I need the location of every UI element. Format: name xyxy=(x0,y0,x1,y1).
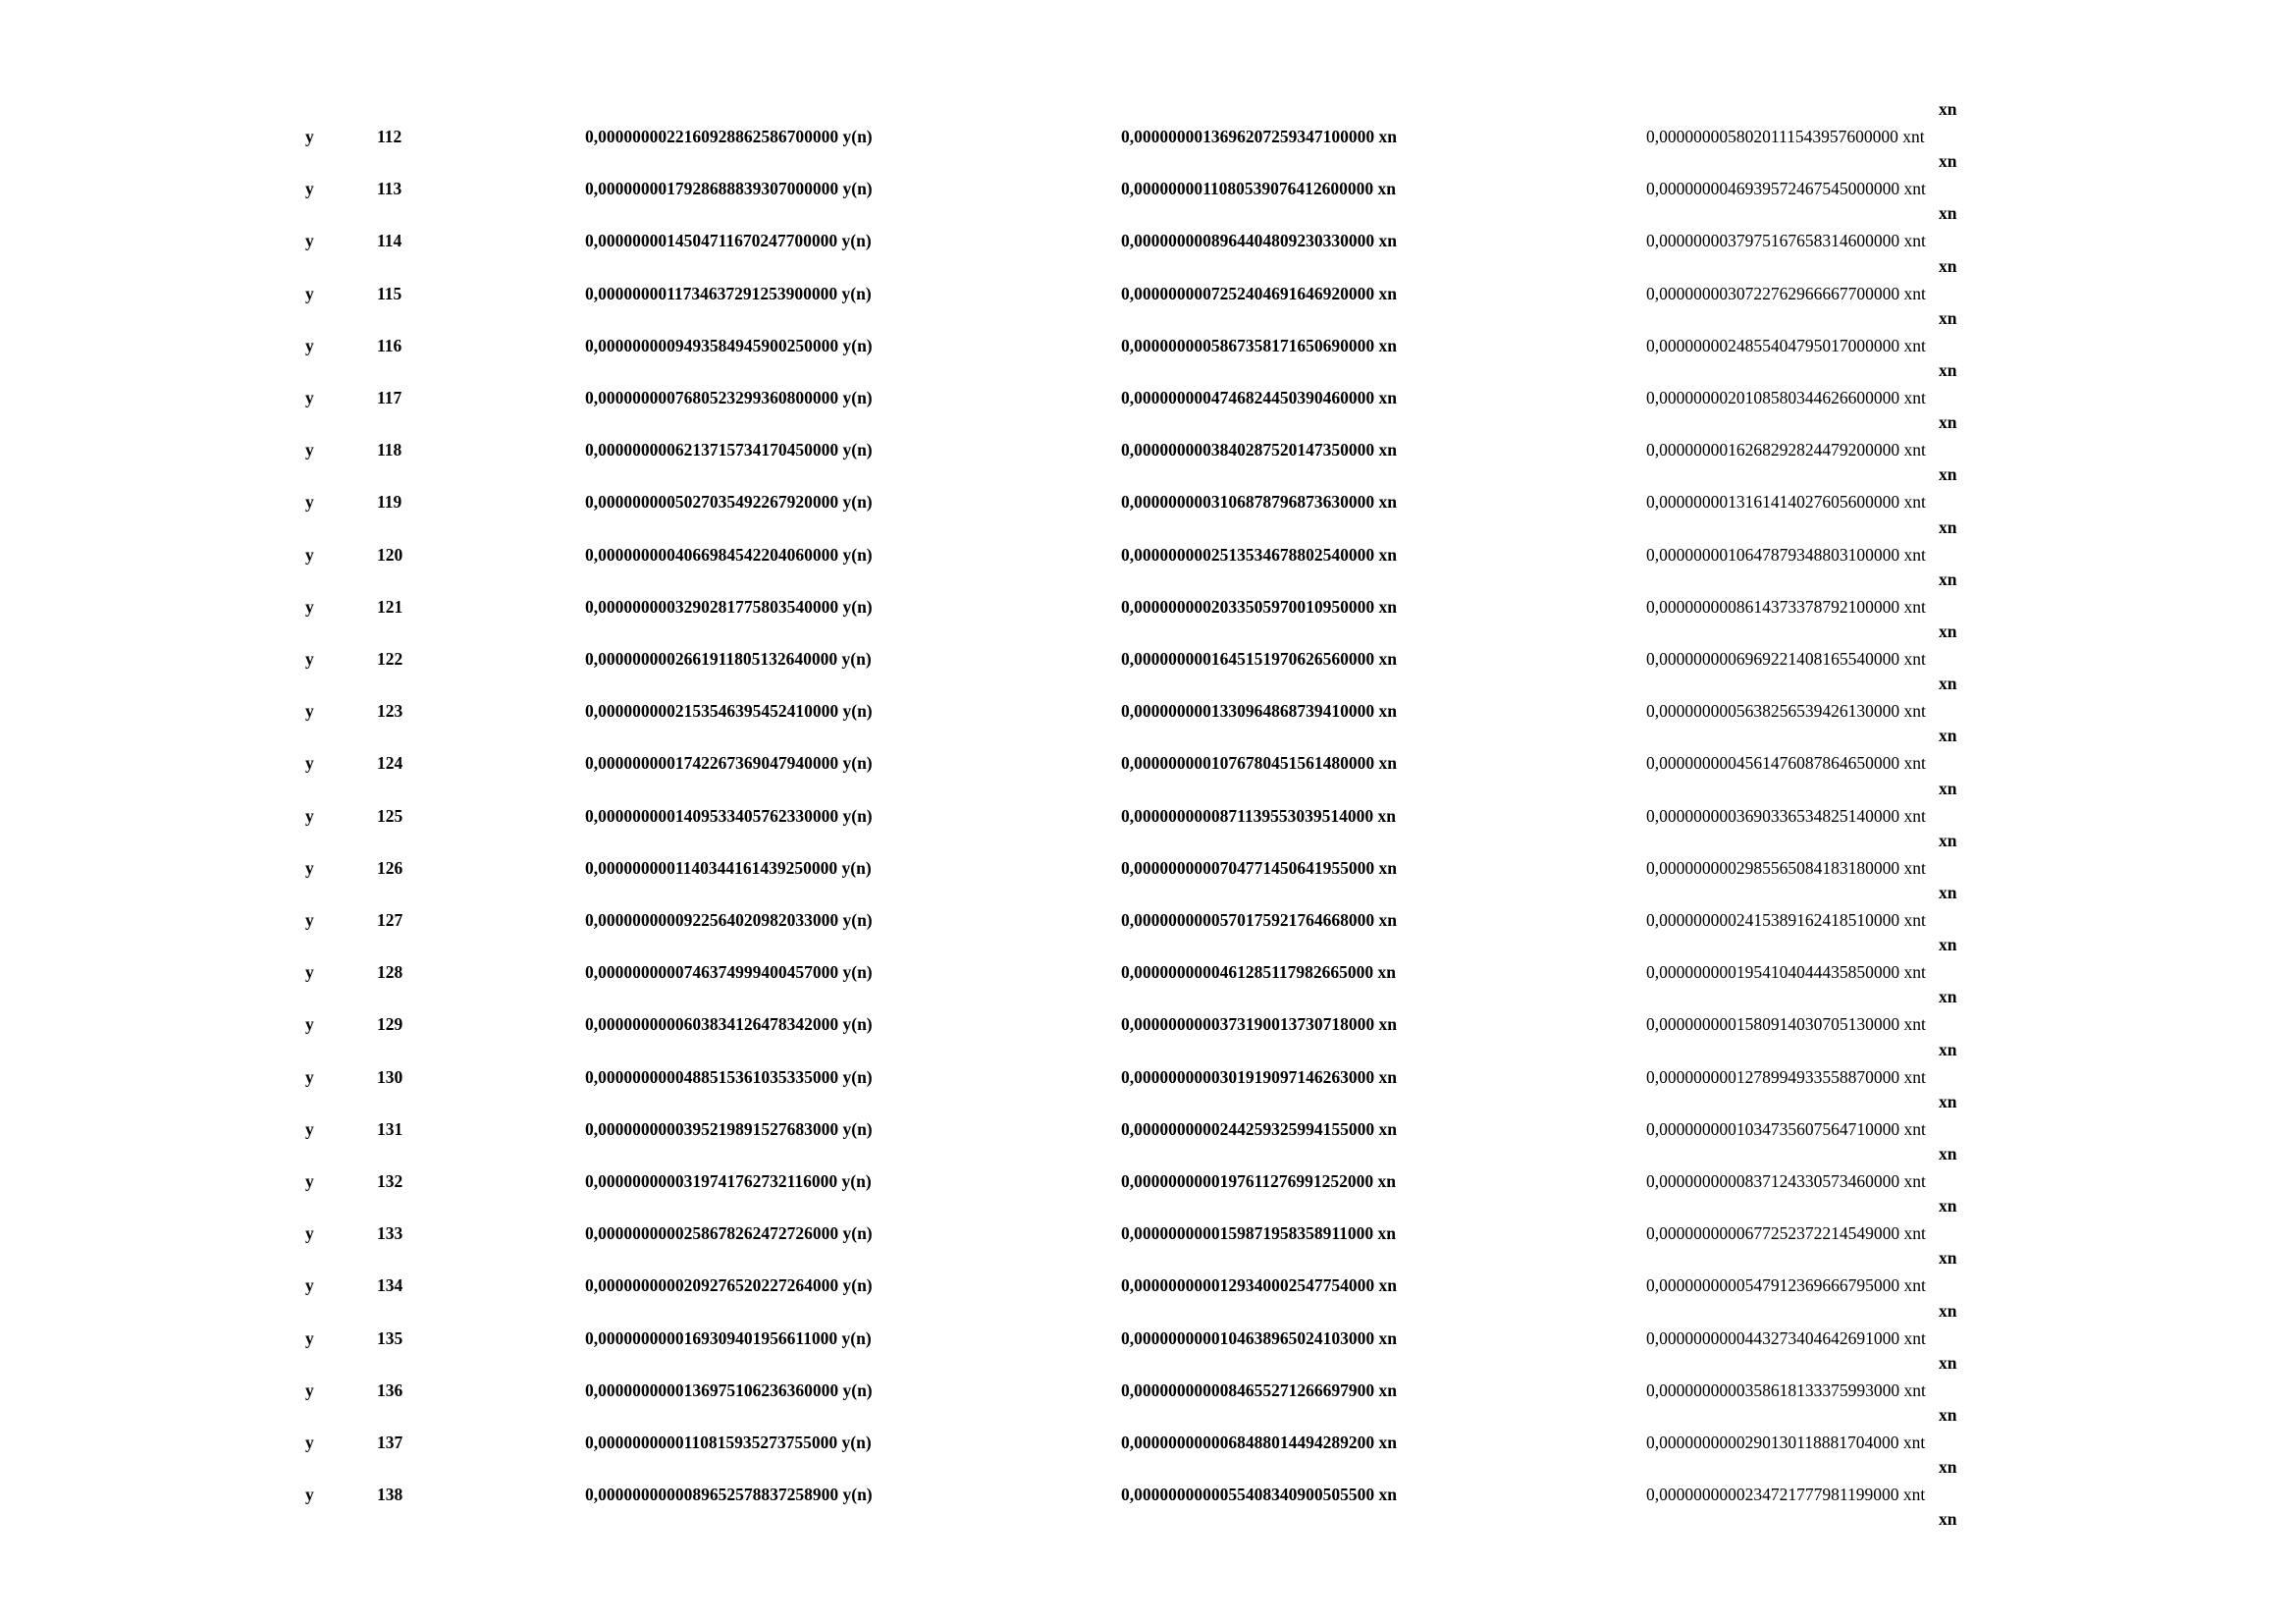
x-nt-value: 0,0000000010647879348803100000 xnt xyxy=(1646,544,1926,565)
x-n-value: 0,0000000000084655271266697900 xn xyxy=(1121,1380,1397,1400)
x-nt-value: 0,0000000002415389162418510000 xnt xyxy=(1646,910,1926,930)
y-n-value: 0,0000000011734637291253900000 y(n) xyxy=(585,283,872,303)
row-index: 131 xyxy=(377,1118,403,1139)
row-label: y xyxy=(305,1014,314,1035)
x-nt-value: 0,0000000004561476087864650000 xnt xyxy=(1646,753,1926,774)
row-label: y xyxy=(305,596,314,617)
row-label: y xyxy=(305,544,314,565)
xn-column-marker: xn xyxy=(1939,516,1957,537)
x-nt-value: 0,0000000001954104044435850000 xnt xyxy=(1646,962,1926,983)
x-nt-value: 0,0000000003690336534825140000 xnt xyxy=(1646,805,1926,826)
x-n-value: 0,0000000000129340002547754000 xn xyxy=(1121,1275,1397,1296)
row-label: y xyxy=(305,805,314,826)
x-nt-value: 0,0000000006969221408165540000 xnt xyxy=(1646,649,1926,669)
x-n-value: 0,0000000000159871958358911000 xn xyxy=(1121,1223,1397,1244)
xn-column-marker: xn xyxy=(1939,726,1957,746)
x-nt-value: 0,0000000030722762966667700000 xnt xyxy=(1646,283,1926,303)
y-n-value: 0,0000000000488515361035335000 y(n) xyxy=(585,1066,873,1087)
row-label: y xyxy=(305,440,314,460)
x-n-value: 0,0000000000704771450641955000 xn xyxy=(1121,857,1397,878)
x-n-value: 0,0000000007252404691646920000 xn xyxy=(1121,283,1397,303)
row-label: y xyxy=(305,179,314,199)
row-label: y xyxy=(305,857,314,878)
row-index: 115 xyxy=(377,283,402,303)
row-label: y xyxy=(305,388,314,407)
xn-column-marker: xn xyxy=(1939,622,1957,641)
row-index: 136 xyxy=(377,1380,403,1400)
x-nt-value: 0,0000000001580914030705130000 xnt xyxy=(1646,1014,1926,1035)
x-n-value: 0,0000000004746824450390460000 xn xyxy=(1121,388,1397,407)
y-n-value: 0,0000000000089652578837258900 y(n) xyxy=(585,1485,873,1505)
x-nt-value: 0,0000000001278994933558870000 xnt xyxy=(1646,1066,1926,1087)
xn-column-marker: xn xyxy=(1939,1144,1957,1163)
x-nt-value: 0,0000000008614373378792100000 xnt xyxy=(1646,596,1926,617)
y-n-value: 0,0000000000922564020982033000 y(n) xyxy=(585,910,873,930)
xn-column-marker: xn xyxy=(1939,987,1957,1007)
row-label: y xyxy=(305,753,314,774)
row-index: 120 xyxy=(377,544,403,565)
y-n-value: 0,0000000007680523299360800000 y(n) xyxy=(585,388,873,407)
xn-column-marker: xn xyxy=(1939,151,1957,172)
x-n-value: 0,0000000001645151970626560000 xn xyxy=(1121,649,1397,669)
x-n-value: 0,0000000000104638965024103000 xn xyxy=(1121,1327,1397,1348)
y-n-value: 0,0000000000110815935273755000 y(n) xyxy=(585,1433,872,1452)
y-n-value: 0,0000000000319741762732116000 y(n) xyxy=(585,1171,872,1191)
x-nt-value: 0,0000000013161414027605600000 xnt xyxy=(1646,492,1926,513)
row-index: 123 xyxy=(377,701,403,722)
row-label: y xyxy=(305,1433,314,1452)
xn-column-marker: xn xyxy=(1939,1457,1957,1478)
row-index: 126 xyxy=(377,857,403,878)
x-n-value: 0,0000000013696207259347100000 xn xyxy=(1121,127,1397,146)
x-n-value: 0,0000000011080539076412600000 xn xyxy=(1121,179,1397,199)
row-index: 121 xyxy=(377,596,403,617)
xn-column-marker: xn xyxy=(1939,778,1957,798)
row-label: y xyxy=(305,492,314,513)
row-index: 134 xyxy=(377,1275,403,1296)
y-n-value: 0,0000000005027035492267920000 y(n) xyxy=(585,492,873,513)
y-n-value: 0,0000000000258678262472726000 y(n) xyxy=(585,1223,873,1244)
x-n-value: 0,0000000000244259325994155000 xn xyxy=(1121,1118,1397,1139)
xn-column-marker: xn xyxy=(1939,1196,1957,1217)
x-nt-value: 0,0000000024855404795017000000 xnt xyxy=(1646,335,1926,355)
xn-column-marker: xn xyxy=(1939,935,1957,955)
x-n-value: 0,0000000002513534678802540000 xn xyxy=(1121,544,1397,565)
xn-column-marker: xn xyxy=(1939,883,1957,902)
x-n-value: 0,0000000000373190013730718000 xn xyxy=(1121,1014,1397,1035)
x-n-value: 0,0000000000055408340900505500 xn xyxy=(1121,1485,1397,1505)
row-label: y xyxy=(305,1327,314,1348)
row-label: y xyxy=(305,1485,314,1505)
y-n-value: 0,0000000000136975106236360000 y(n) xyxy=(585,1380,873,1400)
y-n-value: 0,0000000004066984542204060000 y(n) xyxy=(585,544,873,565)
row-label: y xyxy=(305,962,314,983)
row-index: 113 xyxy=(377,179,402,199)
y-n-value: 0,0000000006213715734170450000 y(n) xyxy=(585,440,873,460)
row-index: 116 xyxy=(377,335,402,355)
x-n-value: 0,0000000002033505970010950000 xn xyxy=(1121,596,1397,617)
row-label: y xyxy=(305,127,314,146)
row-index: 118 xyxy=(377,440,402,460)
row-index: 137 xyxy=(377,1433,403,1452)
x-nt-value: 0,0000000000358618133375993000 xnt xyxy=(1646,1380,1926,1400)
row-label: y xyxy=(305,910,314,930)
y-n-value: 0,0000000000169309401956611000 y(n) xyxy=(585,1327,872,1348)
row-index: 127 xyxy=(377,910,403,930)
x-nt-value: 0,0000000000677252372214549000 xnt xyxy=(1646,1223,1926,1244)
xn-column-marker: xn xyxy=(1939,1091,1957,1111)
row-index: 112 xyxy=(377,127,402,146)
x-n-value: 0,0000000000461285117982665000 xn xyxy=(1121,962,1397,983)
xn-column-marker: xn xyxy=(1939,99,1957,119)
row-label: y xyxy=(305,1223,314,1244)
x-nt-value: 0,0000000005638256539426130000 xnt xyxy=(1646,701,1926,722)
xn-column-marker: xn xyxy=(1939,464,1957,485)
row-index: 128 xyxy=(377,962,403,983)
x-n-value: 0,0000000000197611276991252000 xn xyxy=(1121,1171,1397,1191)
x-nt-value: 0,0000000037975167658314600000 xnt xyxy=(1646,231,1926,251)
y-n-value: 0,0000000000395219891527683000 y(n) xyxy=(585,1118,873,1139)
xn-column-marker: xn xyxy=(1939,255,1957,276)
y-n-value: 0,0000000002153546395452410000 y(n) xyxy=(585,701,873,722)
x-n-value: 0,0000000001076780451561480000 xn xyxy=(1121,753,1397,774)
y-n-value: 0,0000000014504711670247700000 y(n) xyxy=(585,231,872,251)
x-nt-value: 0,0000000000443273404642691000 xnt xyxy=(1646,1327,1926,1348)
row-label: y xyxy=(305,1066,314,1087)
row-label: y xyxy=(305,1171,314,1191)
y-n-value: 0,0000000001140344161439250000 y(n) xyxy=(585,857,872,878)
x-n-value: 0,0000000005867358171650690000 xn xyxy=(1121,335,1397,355)
xn-column-marker: xn xyxy=(1939,1039,1957,1059)
y-n-value: 0,0000000002661911805132640000 y(n) xyxy=(585,649,872,669)
x-n-value: 0,0000000000570175921764668000 xn xyxy=(1121,910,1397,930)
y-n-value: 0,0000000001409533405762330000 y(n) xyxy=(585,805,873,826)
row-index: 129 xyxy=(377,1014,403,1035)
x-n-value: 0,0000000003840287520147350000 xn xyxy=(1121,440,1397,460)
x-nt-value: 0,0000000002985565084183180000 xnt xyxy=(1646,857,1926,878)
y-n-value: 0,0000000009493584945900250000 y(n) xyxy=(585,335,873,355)
y-n-value: 0,0000000000603834126478342000 y(n) xyxy=(585,1014,873,1035)
row-index: 122 xyxy=(377,649,403,669)
row-label: y xyxy=(305,1380,314,1400)
x-nt-value: 0,0000000020108580344626600000 xnt xyxy=(1646,388,1926,407)
x-n-value: 0,0000000001330964868739410000 xn xyxy=(1121,701,1397,722)
x-nt-value: 0,0000000000547912369666795000 xnt xyxy=(1646,1275,1926,1296)
xn-column-marker: xn xyxy=(1939,1405,1957,1425)
row-label: y xyxy=(305,1118,314,1139)
x-nt-value: 0,0000000000290130118881704000 xnt xyxy=(1646,1433,1926,1452)
row-label: y xyxy=(305,701,314,722)
row-label: y xyxy=(305,335,314,355)
row-index: 114 xyxy=(377,231,402,251)
row-index: 124 xyxy=(377,753,403,774)
row-label: y xyxy=(305,649,314,669)
x-n-value: 0,0000000000871139553039514000 xn xyxy=(1121,805,1397,826)
row-index: 119 xyxy=(377,492,402,513)
xn-column-marker: xn xyxy=(1939,360,1957,380)
xn-column-marker: xn xyxy=(1939,674,1957,694)
xn-column-marker: xn xyxy=(1939,1509,1957,1530)
row-index: 138 xyxy=(377,1485,403,1505)
y-n-value: 0,0000000022160928862586700000 y(n) xyxy=(585,127,873,146)
xn-column-marker: xn xyxy=(1939,412,1957,433)
row-index: 125 xyxy=(377,805,403,826)
xn-column-marker: xn xyxy=(1939,307,1957,328)
row-label: y xyxy=(305,231,314,251)
xn-column-marker: xn xyxy=(1939,1248,1957,1269)
x-n-value: 0,0000000000068488014494289200 xn xyxy=(1121,1433,1397,1452)
x-nt-value: 0,0000000046939572467545000000 xnt xyxy=(1646,179,1926,199)
x-nt-value: 0,0000000001034735607564710000 xnt xyxy=(1646,1118,1926,1139)
xn-column-marker: xn xyxy=(1939,1300,1957,1321)
y-n-value: 0,0000000000209276520227264000 y(n) xyxy=(585,1275,873,1296)
xn-column-marker: xn xyxy=(1939,203,1957,224)
row-index: 117 xyxy=(377,388,402,407)
x-n-value: 0,0000000003106878796873630000 xn xyxy=(1121,492,1397,513)
x-n-value: 0,0000000000301919097146263000 xn xyxy=(1121,1066,1397,1087)
xn-column-marker: xn xyxy=(1939,568,1957,589)
row-label: y xyxy=(305,1275,314,1296)
y-n-value: 0,0000000003290281775803540000 y(n) xyxy=(585,596,873,617)
y-n-value: 0,0000000017928688839307000000 y(n) xyxy=(585,179,873,199)
x-nt-value: 0,0000000016268292824479200000 xnt xyxy=(1646,440,1926,460)
row-index: 130 xyxy=(377,1066,403,1087)
row-label: y xyxy=(305,283,314,303)
x-nt-value: 0,0000000000837124330573460000 xnt xyxy=(1646,1171,1926,1191)
xn-column-marker: xn xyxy=(1939,1352,1957,1373)
y-n-value: 0,0000000000746374999400457000 y(n) xyxy=(585,962,873,983)
x-nt-value: 0,0000000000234721777981199000 xnt xyxy=(1646,1485,1926,1505)
x-nt-value: 0,0000000058020111543957600000 xnt xyxy=(1646,127,1925,146)
row-index: 132 xyxy=(377,1171,403,1191)
y-n-value: 0,0000000001742267369047940000 y(n) xyxy=(585,753,873,774)
row-index: 135 xyxy=(377,1327,403,1348)
x-n-value: 0,0000000008964404809230330000 xn xyxy=(1121,231,1397,251)
row-index: 133 xyxy=(377,1223,403,1244)
xn-column-marker: xn xyxy=(1939,830,1957,850)
